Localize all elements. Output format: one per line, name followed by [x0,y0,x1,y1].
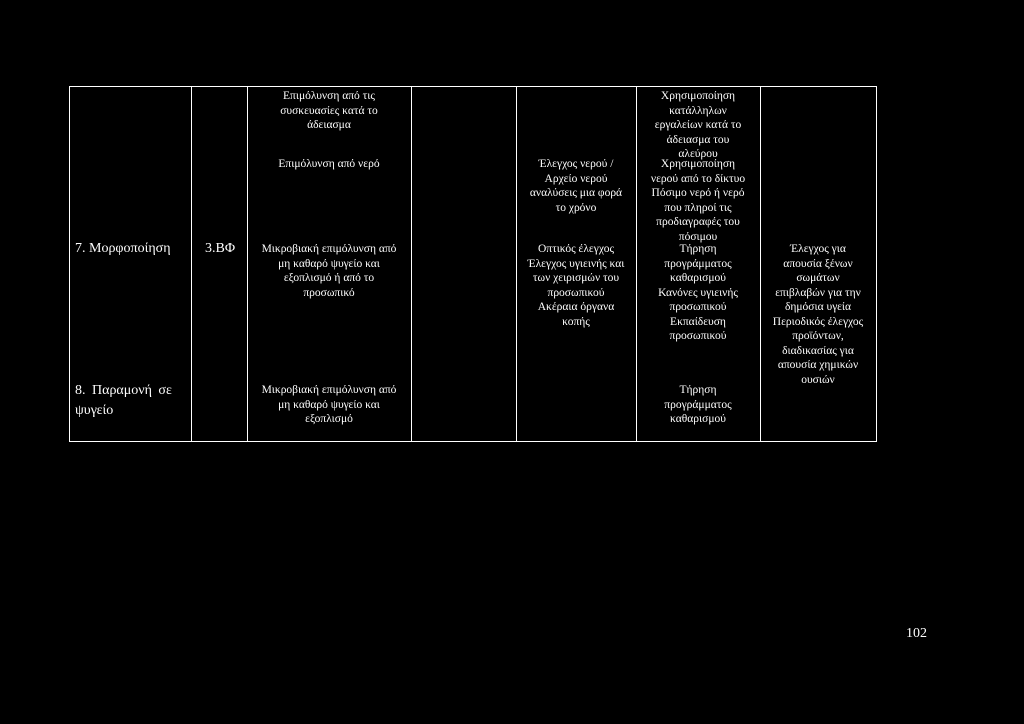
cell-line: απουσία χημικών [777,359,859,371]
cell-line: Μικροβιακή επιμόλυνση από [261,384,397,396]
cell-line: Τήρηση [679,243,717,255]
cell-line: προσωπικού [547,286,605,299]
cell-line: καθαρισμού [670,413,726,425]
cell-line: προγράμματος [664,257,732,270]
cell-line: ψυγείο [75,403,114,418]
cell-line: προϊόντων, [792,330,844,342]
cell-line: Πόσιμο νερό ή νερό [651,187,745,199]
cell-line: επιβλαβών για την [775,286,861,299]
cell-line: ουσιών [801,373,835,386]
cell-line: Τήρηση [679,384,717,396]
corrective-cell [637,89,759,162]
cell-line: κοπής [562,315,590,328]
monitoring-cell [517,157,635,215]
cell-line: καθαρισμού [670,272,726,284]
cell-line: το χρόνο [555,201,597,214]
cell-line: Περιοδικός έλεγχος [772,315,864,328]
cell-line: Ακέραια όργανα [537,301,615,313]
table-border-right [876,86,877,442]
cell-line: Επιμόλυνση από τις [283,90,375,102]
cell-line: αλεύρου [678,148,718,160]
cell-line: διαδικασίας για [782,344,854,357]
corrective-cell [637,383,759,427]
cell-line: προδιαγραφές του [656,216,740,228]
cell-line: σωμάτων [796,272,840,284]
cell-line: προγράμματος [664,398,732,411]
cell-line: Έλεγχος υγιεινής και [527,257,625,270]
cell-line: Μικροβιακή επιμόλυνση από [261,243,397,255]
cell-line: εξοπλισμό ή από το [283,272,375,284]
cell-line: απουσία ξένων [783,257,853,270]
stage-cell [75,240,189,257]
cell-line: προσωπικού [669,330,727,342]
cell-line: δημόσια υγεία [784,301,852,313]
cell-line: προσωπικό [303,286,355,299]
cell-line: συσκευασίες κατά το [280,104,378,117]
column-divider [191,86,192,442]
cell-line: αναλύσεις μια φορά [529,187,623,199]
cell-line: Αρχείο νερού [544,172,608,185]
cell-line: πόσιμου [678,230,718,243]
cell-line: 3.ΒΦ [205,241,236,256]
cell-line: Οπτικός έλεγχος [537,243,615,255]
cause-cell [248,383,410,427]
verification-cell [761,242,875,387]
stage-cell [75,381,189,421]
page-number: 102 [906,626,927,641]
monitoring-cell [517,242,635,329]
cell-line: που πληροί τις [664,201,732,214]
cause-cell [248,242,410,300]
cell-line: μη καθαρό ψυγείο και [278,398,380,411]
hazard-cell [205,240,245,257]
cell-line: εξοπλισμό [305,413,353,425]
cell-line: Χρησιμοποίηση [660,90,736,102]
corrective-cell [637,242,759,344]
cell-line: εργαλείων κατά το [654,119,742,131]
cell-line: προσωπικού [669,301,727,313]
cell-line: άδειασμα [307,119,351,131]
cause-cell [248,89,410,133]
cell-line: 7. Μορφοποίηση [75,241,171,256]
cell-line: άδειασμα του [666,133,730,146]
cell-line: Έλεγχος νερού / [538,158,614,170]
cell-line: 8. Παραμονή σε [75,383,172,398]
cell-line: μη καθαρό ψυγείο και [278,257,380,270]
cell-line: Εκπαίδευση [670,315,726,328]
cell-line: κατάλληλων [669,104,727,117]
cell-line: νερού από το δίκτυο [650,172,746,185]
corrective-cell [637,157,759,244]
cell-line: Επιμόλυνση από νερό [278,158,380,170]
cell-line: Κανόνες υγιεινής [658,286,738,299]
cell-line: Χρησιμοποίηση [660,158,736,170]
table-border-left [69,86,70,442]
cell-line: Έλεγχος για [790,243,846,255]
cause-cell [248,157,410,172]
cell-line: των χειρισμών του [532,272,620,284]
column-divider [411,86,412,442]
